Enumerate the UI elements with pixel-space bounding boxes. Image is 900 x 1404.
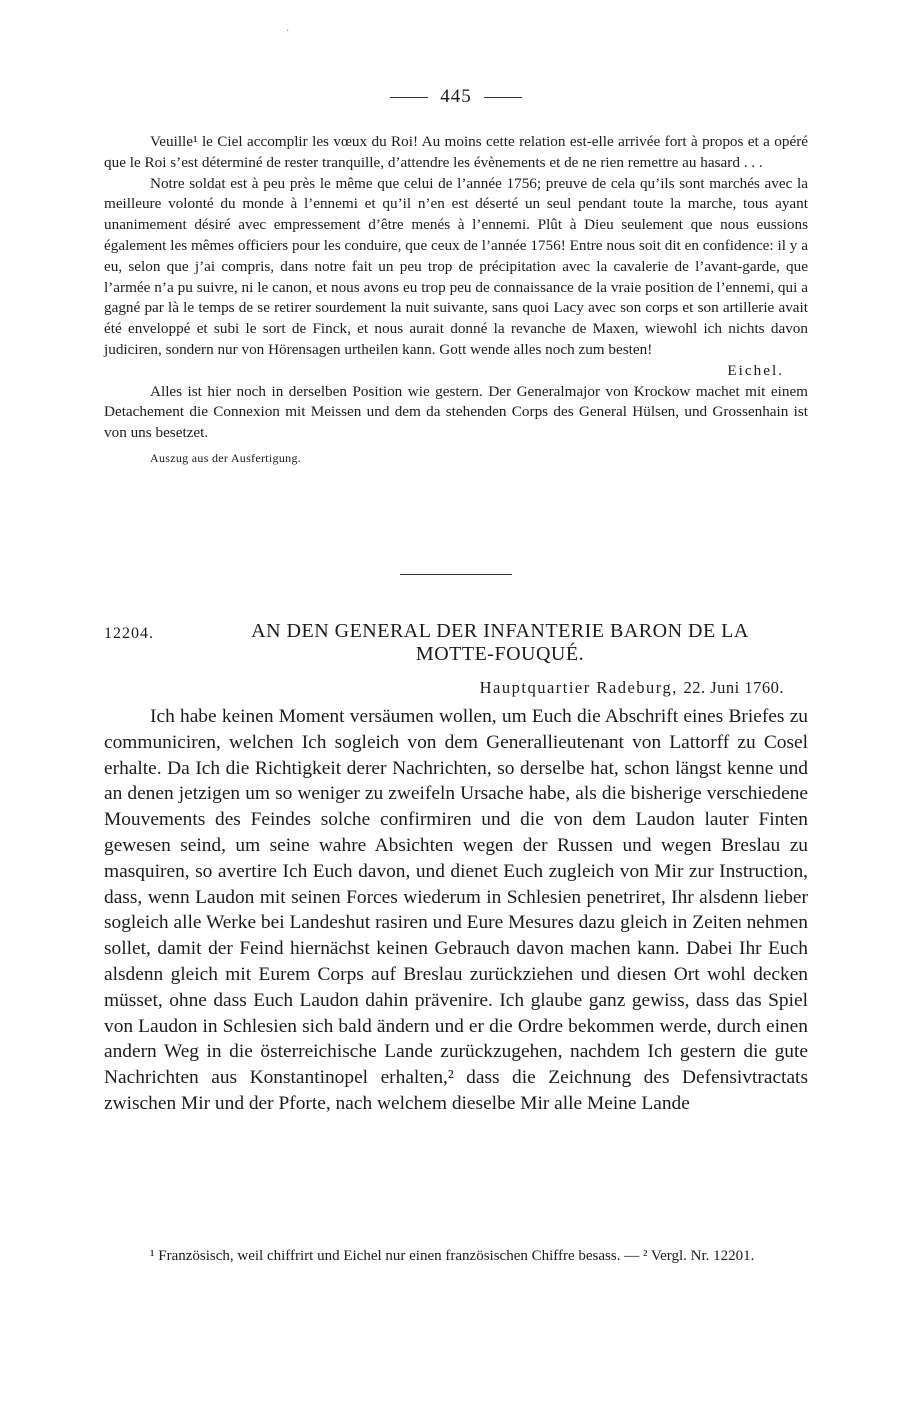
- document-place: Hauptquartier Radeburg,: [479, 678, 678, 697]
- section-separator: [400, 574, 512, 575]
- document-number: 12204.: [104, 625, 154, 642]
- page-speck: ·: [286, 26, 290, 37]
- place-date-line: [480, 678, 784, 698]
- letter-paragraph-1: Veuille¹ le Ciel accomplir les vœux du Roi! Au moins cette relation est-elle arrivée fort à propos et a opéré que le Roi s’est déterminé de rester tranquille, d’attendre les évènements et de ne rien remettre au hasard . . .: [104, 133, 808, 171]
- document-title-line-2: MOTTE-FOUQUÉ.: [415, 643, 585, 665]
- header-rule-left: [390, 97, 428, 98]
- letter-paragraph-3: Alles ist hier noch in derselben Position wie gestern. Der Generalmajor von Krockow machet mit einem Detachement die Connexion mit Meissen und dem da stehenden Corps des General Hülsen, und Grossenhain ist von uns besetzet.: [104, 382, 808, 442]
- letter-paragraph-2: Notre soldat est à peu près le même que celui de l’année 1756; preuve de cela qu’ils sont marchés avec la meilleure volonté du monde à l’ennemi et qu’il n’en est déserté un seul pendant toute la marche, tous ayant unanimement désiré avec empressement d’être menés à l’ennemi. Plût à Dieu seulement que nous eussions également les mêmes officiers pour les conduire, que ceux de l’année 1756! Entre nous soit dit en confidence: il y a eu, selon que j’ai compris, dans notre fait un peu trop de précipitation avec la cavalerie de l’avant-garde, que l’armée n’a pu suivre, ni le canon, et nous avons eu trop peu de connaissance de la vraie position de l’ennemi, qui a gagné par là le temps de se retirer sourdement la nuit suivante, sans quoi Lacy avec son corps et son artillerie avait été enveloppé et subi le sort de Finck, et nous aurait donné la revanche de Maxen, wiewohl ich nichts davon judiciren, sondern nur von Hörensagen urtheilen kann. Gott wende alles noch zum besten!: [104, 174, 808, 358]
- document-body: [104, 704, 808, 1117]
- header-rule-right: [484, 97, 522, 98]
- document-date: 22. Juni 1760.: [683, 678, 784, 697]
- footnotes: [104, 1245, 808, 1267]
- page-header: [104, 86, 808, 108]
- document-body-paragraph: Ich habe keinen Moment versäumen wollen, um Euch die Abschrift eines Briefes zu communiciren, welchen Ich sogleich von dem Generallieutenant von Lattorff zu Cosel erhalte. Da Ich die Richtigkeit derer Nachrichten, so derselbe hat, schon längst kenne und an denen jetzigen um so weniger zu zweifeln Ursache habe, als die bisherige verschiedene Mouvements des Feindes solche confirmiren und die von dem Laudon lauter Finten gewesen seind, um seine wahre Absichten wegen der Russen und wegen Breslau zu masquiren, so avertire Ich Euch davon, und dienet Euch zugleich von Mir zur Instruction, dass, wenn Laudon mit seinen Forces wiederum in Schlesien penetriret, Ihr alsdenn lieber sogleich alle Werke bei Landeshut rasiren und Eure Mesures dazu gleich in Zeiten nehmen sollet, damit der Feind hiernächst keinen Gebrauch davon machen kann. Dabei Ihr Euch alsdenn gleich mit Eurem Corps auf Breslau zurückziehen und diesen Ort wohl decken müsset, ohne dass Euch Laudon dahin prävenire. Ich glaube ganz gewiss, dass das Spiel von Laudon in Schlesien sich bald ändern und er die Ordre bekommen werde, durch einen andern Weg in die österreichische Lande zurückzugehen, nachdem Ich gestern die gute Nachrichten aus Konstantinopel erhalten,² dass die Zeichnung des Defensivtractats zwischen Mir und der Pforte, nach welchem dieselbe Mir alle Meine Lande: [104, 706, 808, 1114]
- letter-continuation: [104, 132, 808, 469]
- document-heading: [104, 620, 808, 666]
- letter-signature: Eichel.: [727, 361, 784, 379]
- source-note: Auszug aus der Ausfertigung.: [150, 450, 302, 465]
- page-number: 445: [440, 86, 472, 107]
- document-title-line-1: AN DEN GENERAL DER INFANTERIE BARON DE LA: [251, 620, 749, 642]
- footnote-text: ¹ Französisch, weil chiffrirt und Eichel nur einen französischen Chiffre besass. — ² Vergl. Nr. 12201.: [150, 1248, 755, 1264]
